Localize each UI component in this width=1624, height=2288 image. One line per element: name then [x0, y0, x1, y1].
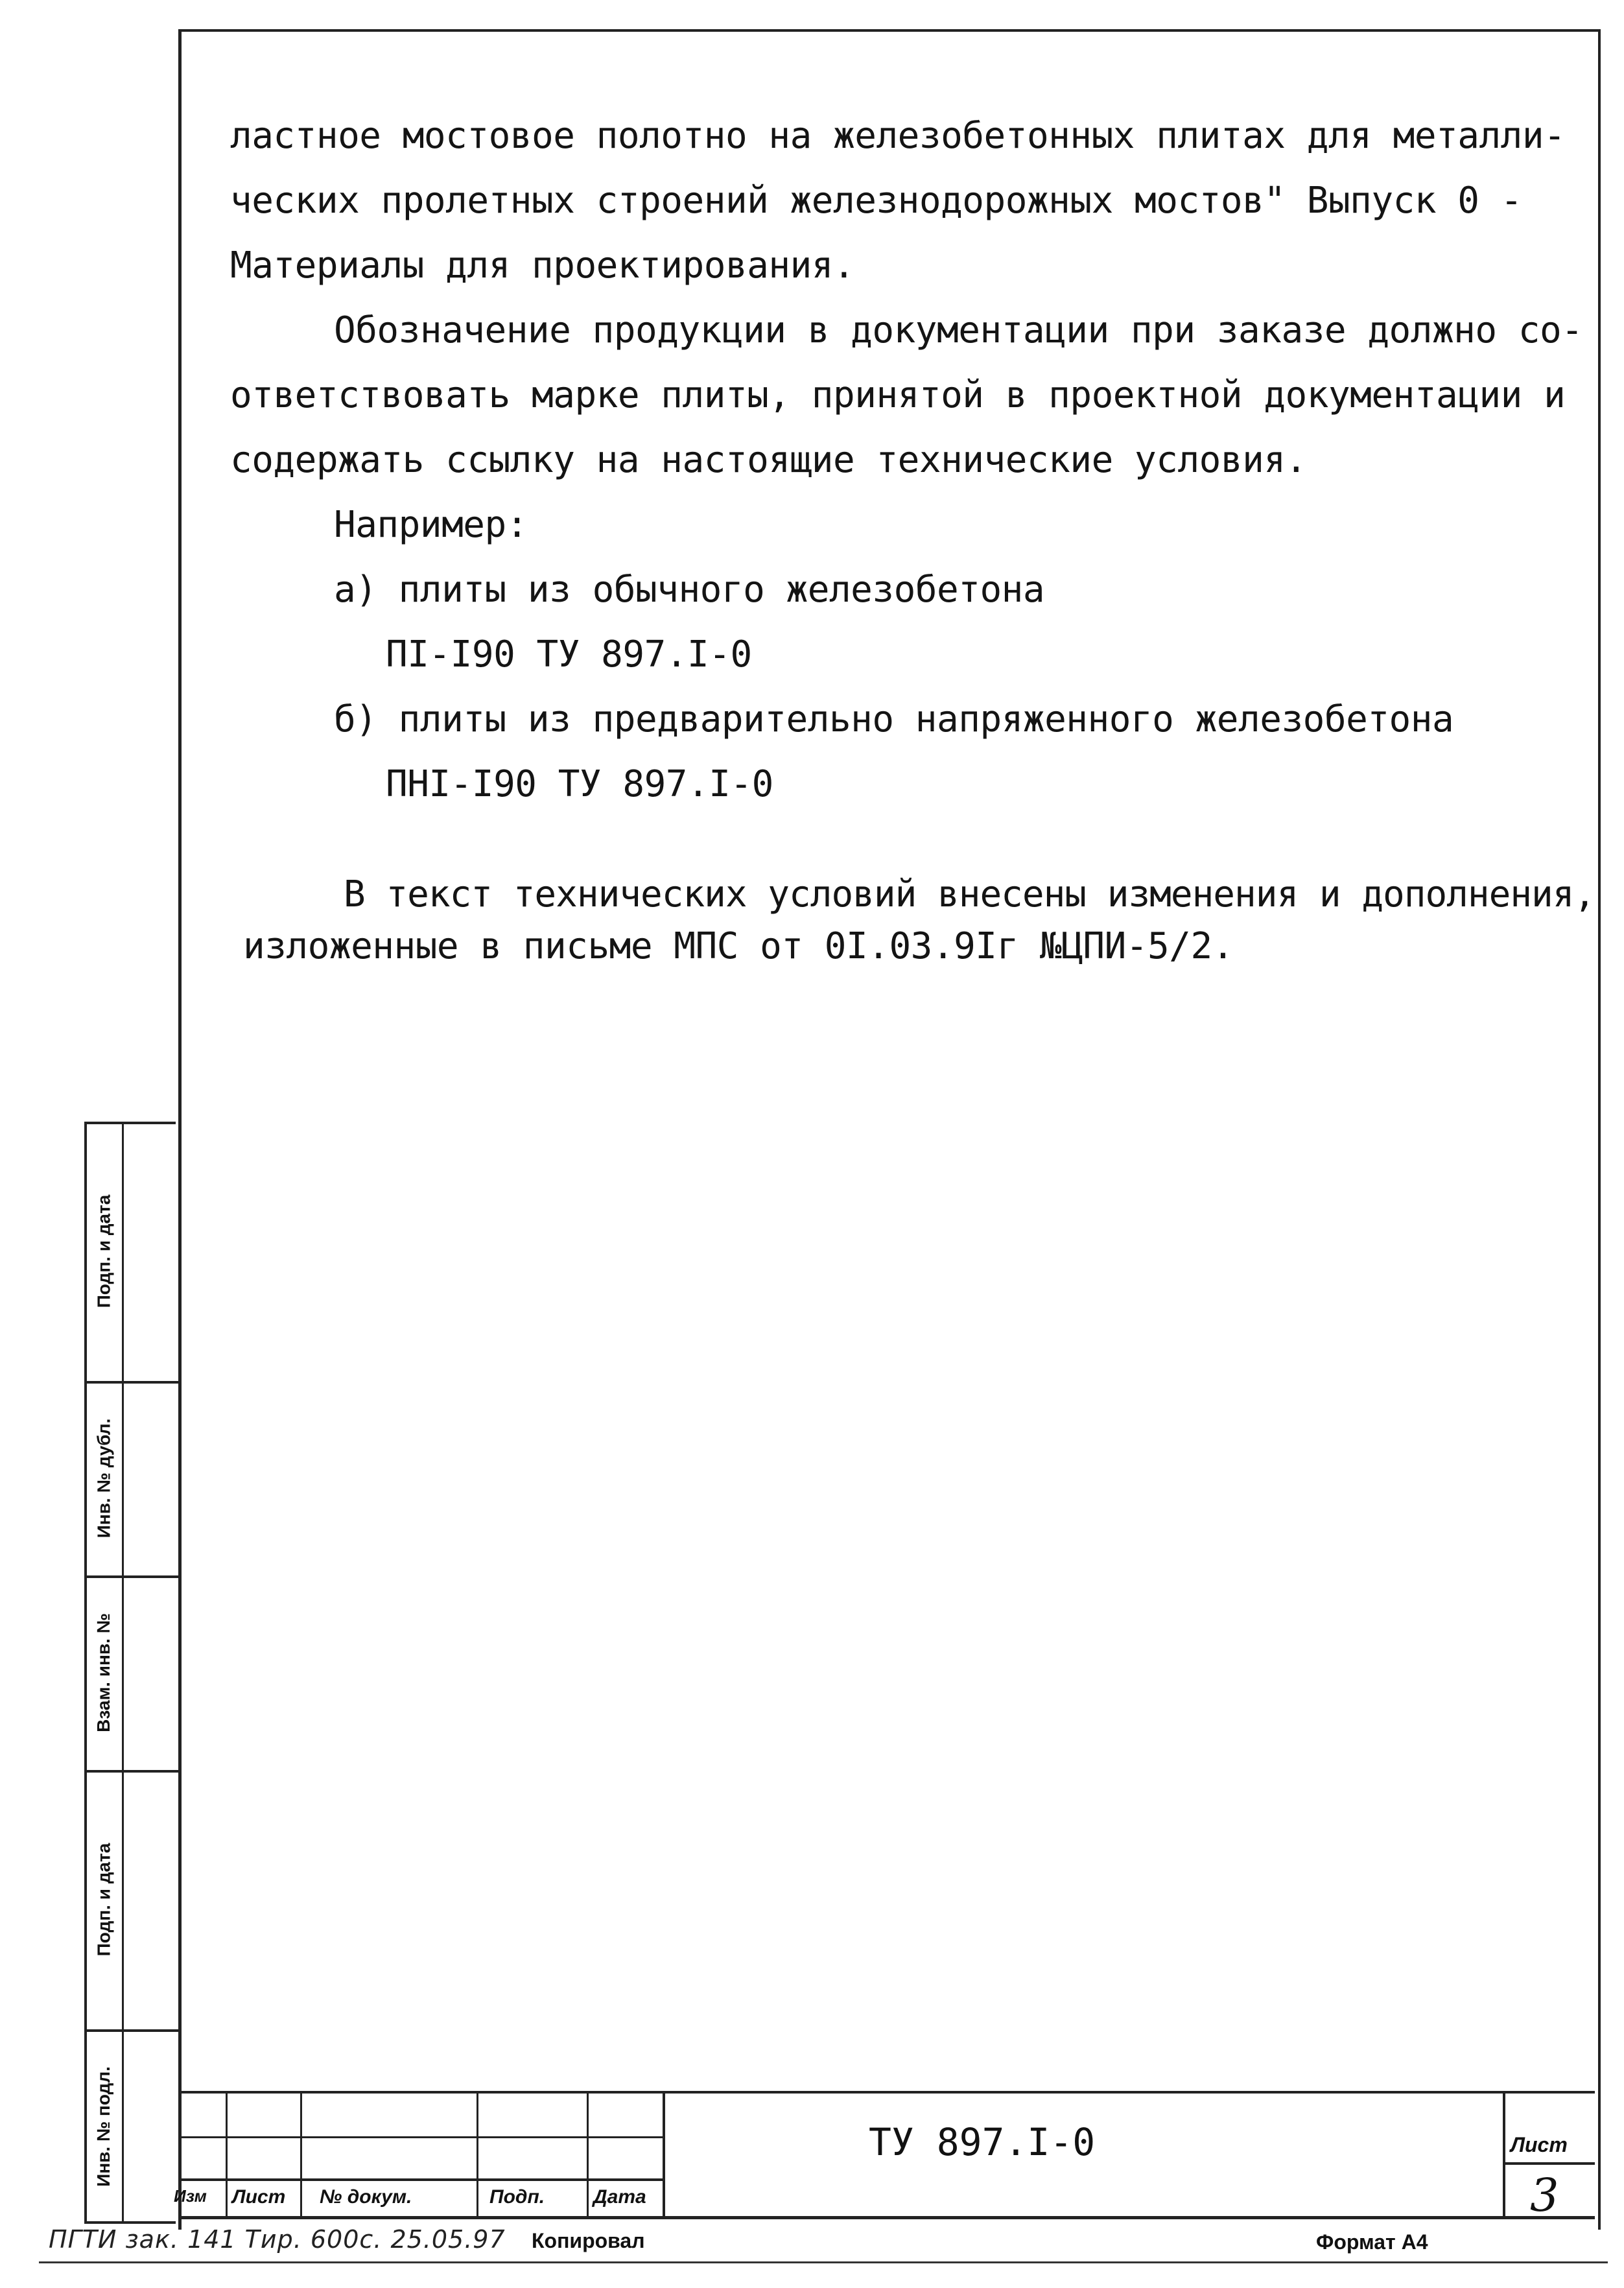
- title-block-top-rule: [178, 2091, 1595, 2093]
- list-item: а) плиты из обычного железобетона: [334, 569, 1045, 611]
- list-item: б) плиты из предварительно напряженного железобетона: [334, 698, 1454, 740]
- sheet-label: Лист: [1511, 2133, 1568, 2156]
- product-designation: ПНI-I90 ТУ 897.I-0: [386, 763, 773, 805]
- body-line: Материалы для проектирования.: [230, 244, 855, 287]
- title-block-row-rule: [178, 2136, 665, 2138]
- footer-rule: [39, 2261, 1608, 2263]
- title-block-sheet-rule: [1503, 2162, 1595, 2165]
- product-designation: ПI-I90 ТУ 897.I-0: [386, 633, 752, 676]
- sheet-number: 3: [1530, 2169, 1559, 2222]
- sidebar-label-sign-date-2: Подп. и дата: [93, 1843, 114, 1957]
- title-block-bottom-rule: [178, 2216, 1595, 2219]
- sidebar-stamp: [84, 1122, 178, 2224]
- sidebar-label-dup-inv: Инв. № дубл.: [93, 1418, 113, 1539]
- sidebar-label-replace-inv: Взам. инв. №: [93, 1613, 114, 1732]
- body-line: изложенные в письме МПС от 0I.03.9Iг №ЦПИ-5/2.: [243, 925, 1234, 967]
- title-block-col-rule: [300, 2091, 302, 2217]
- title-block-row-rule: [178, 2178, 665, 2181]
- col-label-date: Дата: [593, 2186, 646, 2208]
- document-code: ТУ 897.I-0: [869, 2120, 1096, 2164]
- sidebar-label-sign-date: Подп. и дата: [93, 1194, 114, 1308]
- title-block-col-rule: [1503, 2091, 1505, 2217]
- sidebar-label-orig-inv: Инв. № подл.: [93, 2066, 114, 2187]
- body-line: ответствовать марке плиты, принятой в проектной документации и: [230, 374, 1566, 416]
- col-label-doc-number: № докум.: [320, 2186, 412, 2208]
- body-line: содержать ссылку на настоящие технические условия.: [230, 439, 1307, 481]
- body-line: ластное мостовое полотно на железобетонных плитах для металли-: [230, 115, 1566, 157]
- body-line: Обозначение продукции в документации при заказе должно со-: [334, 309, 1583, 351]
- title-block-col-rule: [587, 2091, 589, 2217]
- body-line: ческих пролетных строений железнодорожных мостов" Выпуск 0 -: [230, 180, 1522, 222]
- body-line: В текст технических условий внесены изменения и дополнения,: [344, 873, 1595, 915]
- title-block-col-rule: [477, 2091, 478, 2217]
- sidebar-divider: [122, 1122, 124, 2224]
- col-label-signature: Подп.: [489, 2186, 545, 2208]
- title-block-col-rule: [226, 2091, 228, 2217]
- col-label-change: Изм: [174, 2186, 207, 2206]
- title-block-col-rule: [663, 2091, 665, 2217]
- body-line: Например:: [334, 504, 528, 546]
- copied-label: Копировал: [532, 2229, 645, 2252]
- handwritten-order-note: ПГТИ зак. 141 Тир. 600с. 25.05.97: [49, 2225, 506, 2254]
- col-label-sheet: Лист: [232, 2186, 286, 2208]
- format-label: Формат А4: [1316, 2230, 1428, 2254]
